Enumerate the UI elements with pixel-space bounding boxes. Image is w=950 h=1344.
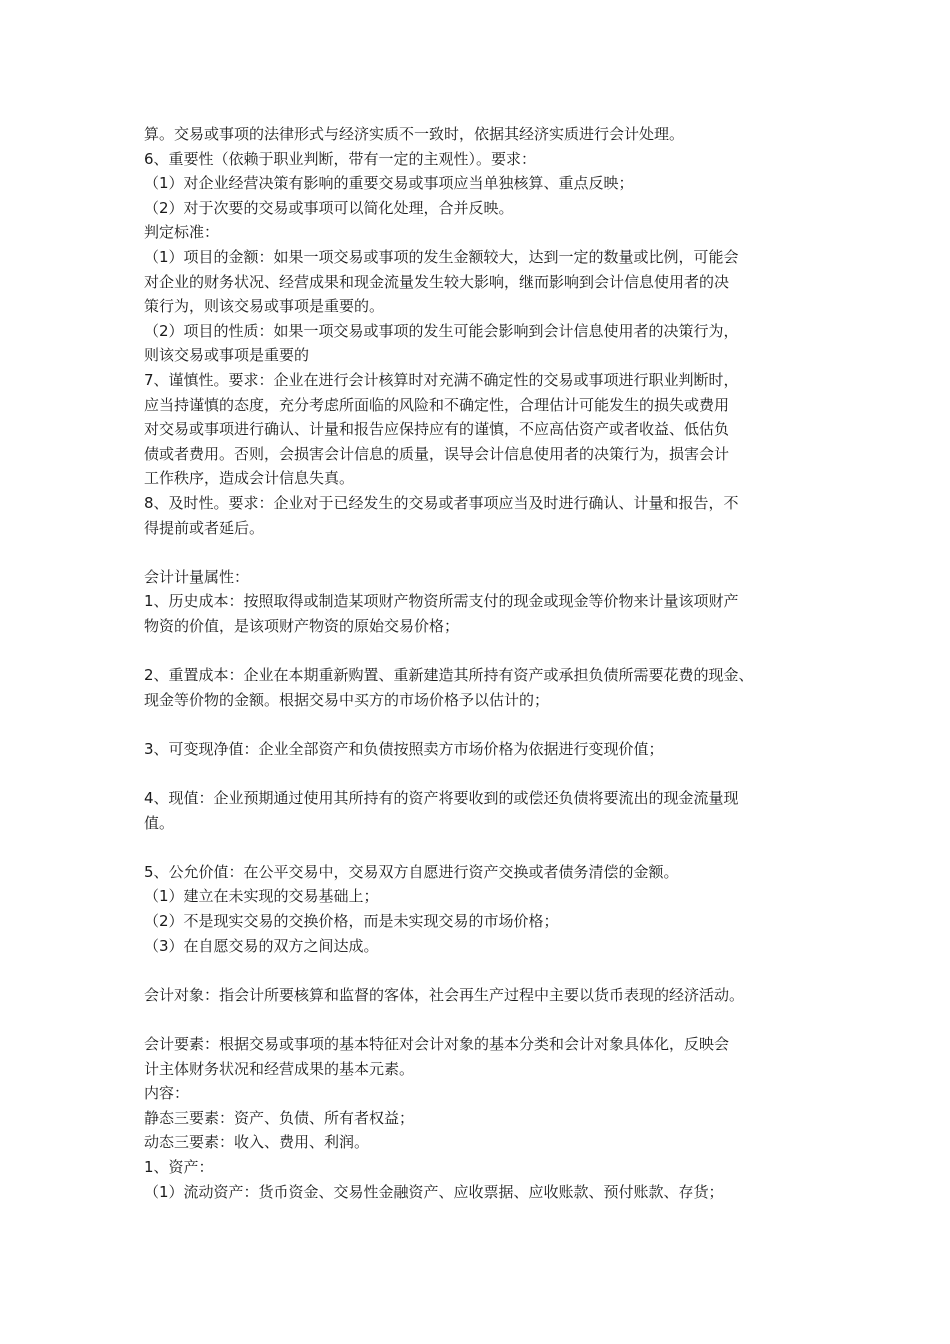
text-line: （1）项目的金额：如果一项交易或事项的发生金额较大，达到一定的数量或比例，可能会: [144, 247, 739, 266]
text-line: 7、谨慎性。要求：企业在进行会计核算时对充满不确定性的交易或事项进行职业判断时，: [144, 370, 739, 389]
blank-line: [144, 712, 824, 737]
text-line: 3、可变现净值：企业全部资产和负债按照卖方市场价格为依据进行变现价值；: [144, 739, 664, 758]
text-line: （3）在自愿交易的双方之间达成。: [144, 936, 379, 955]
text-line: （1）流动资产：货币资金、交易性金融资产、应收票据、应收账款、预付账款、存货；: [144, 1182, 724, 1201]
blank-line: [144, 638, 824, 663]
text-line: 对交易或事项进行确认、计量和报告应保持应有的谨慎，不应高估资产或者收益、低估负: [144, 420, 730, 439]
text-line: 得提前或者延后。: [144, 518, 265, 537]
text-line: （2）不是现实交易的交换价格，而是未实现交易的市场价格；: [144, 912, 559, 930]
document-body: [144, 122, 824, 1204]
text-line: （1）建立在未实现的交易基础上；: [144, 887, 379, 906]
text-line: 判定标准：: [144, 223, 220, 242]
text-line: 则该交易或事项是重要的: [144, 346, 310, 365]
blank-line: [144, 761, 824, 786]
text-line: 计主体财务状况和经营成果的基本元素。: [144, 1059, 415, 1078]
text-line: 1、历史成本：按照取得或制造某项财产物资所需支付的现金或现金等价物来计量该项财产: [144, 592, 739, 611]
text-line: 工作秩序，造成会计信息失真。: [144, 469, 355, 488]
text-line: 值。: [144, 813, 175, 832]
text-line: 物资的价值，是该项财产物资的原始交易价格；: [144, 616, 460, 635]
text-line: 动态三要素：收入、费用、利润。: [144, 1133, 370, 1152]
text-line: 5、公允价值：在公平交易中，交易双方自愿进行资产交换或者债务清偿的金额。: [144, 862, 679, 881]
text-line: 应当持谨慎的态度，充分考虑所面临的风险和不确定性，合理估计可能发生的损失或费用: [144, 395, 730, 414]
text-line: （1）对企业经营决策有影响的重要交易或事项应当单独核算、重点反映；: [144, 174, 634, 193]
text-line: 6、重要性（依赖于职业判断，带有一定的主观性）。要求：: [144, 149, 537, 168]
text-line: 内容：: [144, 1084, 190, 1103]
text-line: 会计计量属性：: [144, 567, 250, 586]
text-line: 债或者费用。否则，会损害会计信息的质量，误导会计信息使用者的决策行为，损害会计: [144, 444, 730, 463]
text-line: 会计对象：指会计所要核算和监督的客体，社会再生产过程中主要以货币表现的经济活动。: [144, 985, 745, 1004]
text-line: 对企业的财务状况、经营成果和现金流量发生较大影响，继而影响到会计信息使用者的决: [144, 272, 730, 291]
text-line: 算。交易或事项的法律形式与经济实质不一致时，依据其经济实质进行会计处理。: [144, 125, 685, 143]
text-line: 4、现值：企业预期通过使用其所持有的资产将要收到的或偿还负债将要流出的现金流量现: [144, 789, 739, 808]
text-line: 8、及时性。要求：企业对于已经发生的交易或者事项应当及时进行确认、计量和报告，不: [144, 493, 739, 512]
text-line: 会计要素：根据交易或事项的基本特征对会计对象的基本分类和会计对象具体化，反映会: [144, 1034, 730, 1053]
text-line: 现金等价物的金额。根据交易中买方的市场价格予以估计的；: [144, 690, 550, 709]
blank-line: [144, 835, 824, 860]
text-line: 1、资产：: [144, 1157, 214, 1176]
blank-line: [144, 540, 824, 565]
text-line: （2）项目的性质：如果一项交易或事项的发生可能会影响到会计信息使用者的决策行为，: [144, 321, 739, 340]
text-line: 静态三要素：资产、负债、所有者权益；: [144, 1108, 415, 1127]
text-line: 2、重置成本：企业在本期重新购置、重新建造其所持有资产或承担负债所需要花费的现金、: [144, 666, 754, 685]
text-line: （2）对于次要的交易或事项可以简化处理，合并反映。: [144, 198, 514, 217]
blank-line: [144, 1007, 824, 1032]
blank-line: [144, 958, 824, 983]
text-line: 策行为，则该交易或事项是重要的。: [144, 297, 385, 316]
